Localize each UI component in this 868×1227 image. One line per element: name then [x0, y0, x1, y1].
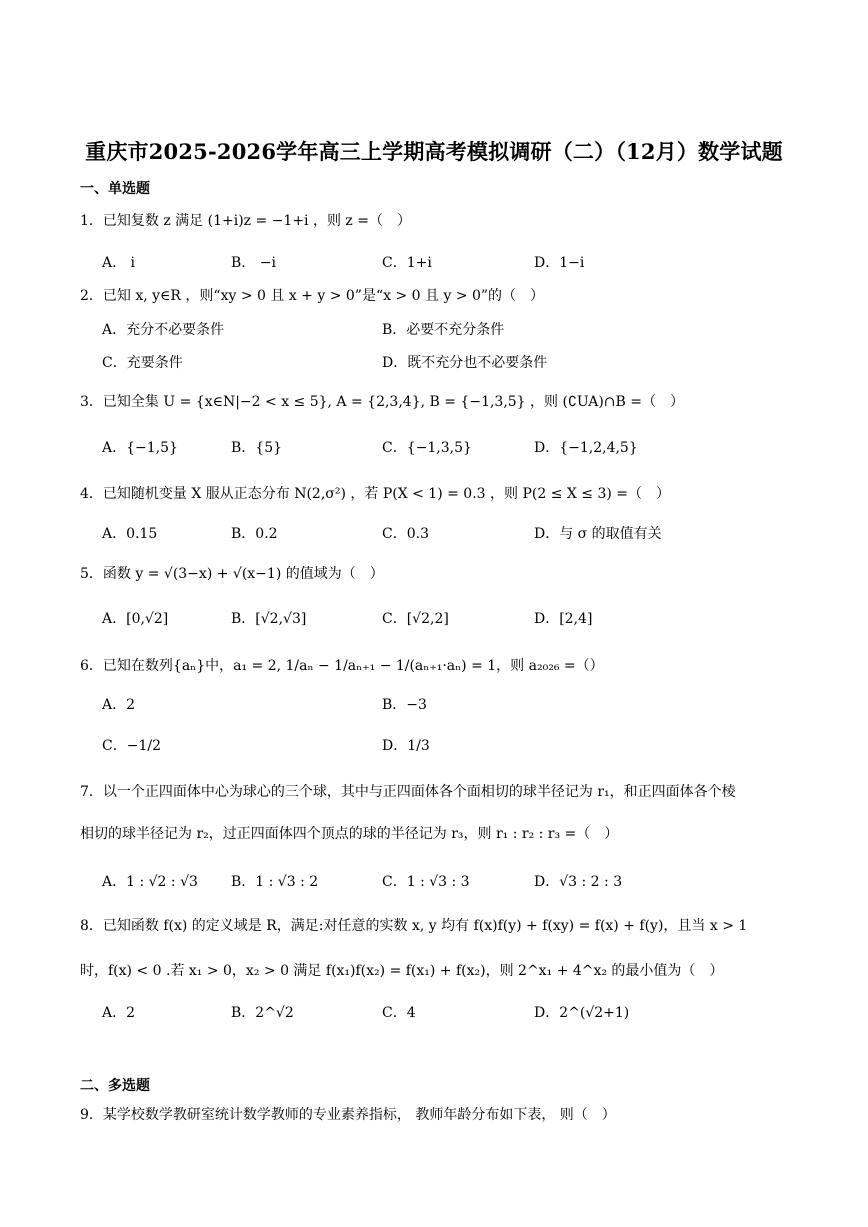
question-6-option-c: C．−1/2	[102, 738, 161, 754]
question-6-option-b: B．−3	[382, 697, 427, 713]
question-7-stem-line-2: 相切的球半径记为 r₂，过正四面体四个顶点的球的半径记为 r₃，则 r₁ : r₂ : r₃ =（ ）	[80, 826, 619, 842]
question-1-option-c: C．1+i	[382, 255, 432, 271]
question-6-stem: 6．已知在数列{aₙ}中，a₁ = 2, 1/aₙ − 1/aₙ₊₁ − 1/(aₙ₊₁·aₙ) = 1，则 a₂₀₂₆ =（）	[80, 658, 604, 674]
question-7-option-d: D．√3 : 2 : 3	[534, 874, 623, 890]
question-4-option-b: B．0.2	[231, 526, 278, 542]
question-3-stem: 3．已知全集 U = {x∈N|−2 < x ≤ 5}, A = {2,3,4}, B = {−1,3,5} ，则 (∁UA)∩B =（ ）	[80, 394, 685, 410]
question-4-stem: 4．已知随机变量 X 服从正态分布 N(2,σ²) ，若 P(X < 1) = 0.3 ，则 P(2 ≤ X ≤ 3) =（ ）	[80, 486, 671, 502]
section-heading-single-choice: 一、单选题	[80, 181, 150, 197]
question-4-option-c: C．0.3	[382, 526, 429, 542]
question-7-stem-line-1: 7．以一个正四面体中心为球心的三个球，其中与正四面体各个面相切的球半径记为 r₁，和正四面体各个棱	[80, 784, 736, 800]
question-1-option-a: A． i	[102, 255, 136, 271]
question-2-option-d: D．既不充分也不必要条件	[382, 355, 548, 371]
question-4-option-d: D．与 σ 的取值有关	[534, 526, 662, 542]
question-6-option-d: D．1/3	[382, 738, 430, 754]
question-2-option-a: A．充分不必要条件	[102, 322, 225, 338]
question-5-option-b: B．[√2,√3]	[231, 611, 307, 627]
question-8-stem-line-1: 8．已知函数 f(x) 的定义域是 R，满足:对任意的实数 x, y 均有 f(x)f(y) + f(xy) = f(x) + f(y)，且当 x > 1	[80, 918, 748, 934]
page-title: 重庆市2025-2026学年高三上学期高考模拟调研（二）（12月）数学试题	[85, 139, 783, 164]
question-8-option-a: A．2	[102, 1005, 136, 1021]
question-3-option-b: B．{5}	[231, 440, 283, 456]
question-7-option-c: C．1 : √3 : 3	[382, 874, 470, 890]
question-1-option-d: D．1−i	[534, 255, 585, 271]
question-5-option-c: C．[√2,2]	[382, 611, 449, 627]
question-2-option-c: C．充要条件	[102, 355, 183, 371]
question-8-option-b: B．2^√2	[231, 1005, 294, 1021]
question-1-stem: 1．已知复数 z 满足 (1+i)z = −1+i ，则 z =（ ）	[80, 213, 411, 229]
question-4-option-a: A．0.15	[102, 526, 158, 542]
question-5-stem: 5．函数 y = √(3−x) + √(x−1) 的值域为（ ）	[80, 566, 384, 582]
question-2-option-b: B．必要不充分条件	[382, 322, 505, 338]
section-heading-multiple-choice: 二、多选题	[80, 1078, 150, 1094]
question-3-option-a: A．{−1,5}	[102, 440, 178, 456]
question-7-option-b: B．1 : √3 : 2	[231, 874, 319, 890]
question-7-option-a: A．1 : √2 : √3	[102, 874, 198, 890]
question-3-option-c: C．{−1,3,5}	[382, 440, 472, 456]
question-8-stem-line-2: 时，f(x) < 0 .若 x₁ > 0，x₂ > 0 满足 f(x₁)f(x₂) = f(x₁) + f(x₂)，则 2^x₁ + 4^x₂ 的最小值为（ ）	[80, 963, 724, 979]
question-5-option-a: A．[0,√2]	[102, 611, 169, 627]
question-6-option-a: A．2	[102, 697, 136, 713]
question-3-option-d: D．{−1,2,4,5}	[534, 440, 638, 456]
question-5-option-d: D．[2,4]	[534, 611, 593, 627]
question-9-stem: 9．某学校数学教研室统计数学教师的专业素养指标， 教师年龄分布如下表， 则（ ）	[80, 1107, 616, 1123]
question-1-option-b: B． −i	[231, 255, 276, 271]
question-8-option-c: C．4	[382, 1005, 416, 1021]
question-8-option-d: D．2^(√2+1)	[534, 1005, 630, 1021]
question-2-stem: 2．已知 x, y∈R ，则“xy > 0 且 x + y > 0”是“x > 0 且 y > 0”的（ ）	[80, 288, 545, 304]
